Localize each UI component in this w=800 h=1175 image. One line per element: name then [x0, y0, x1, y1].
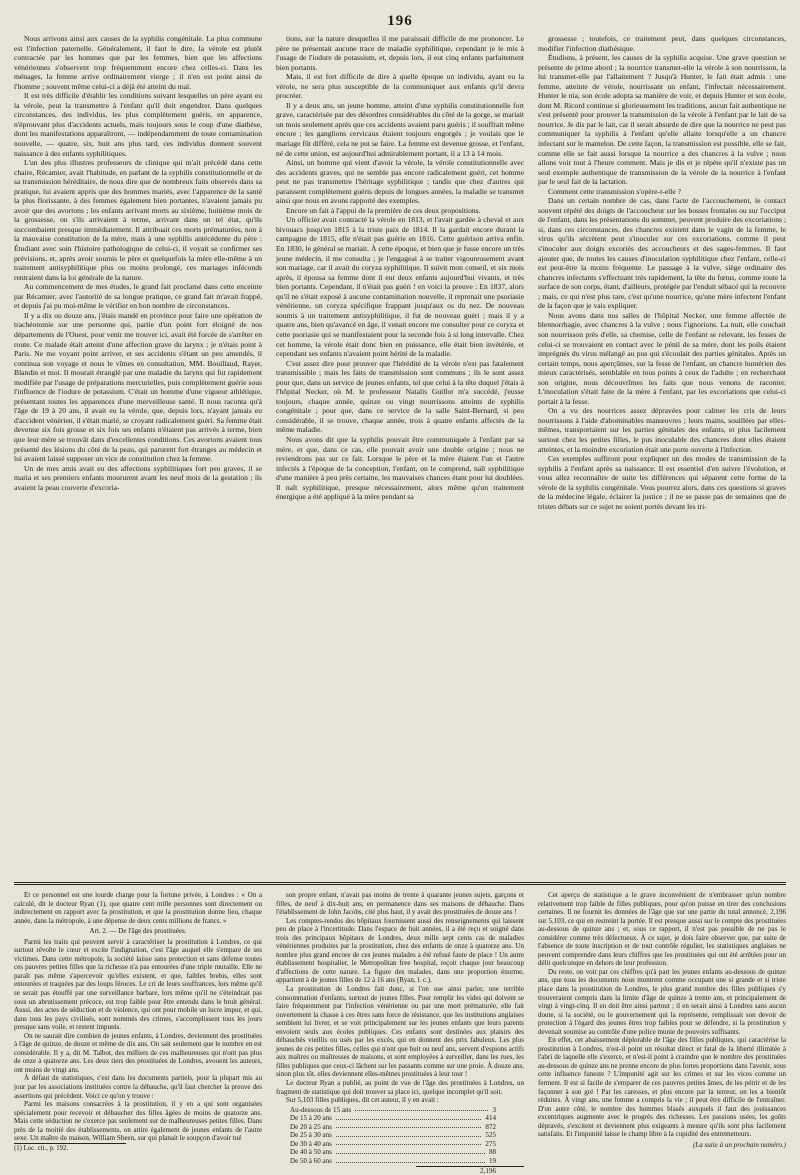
paragraph: Il y a dix ou douze ans, j'étais mandé en province pour faire une opération de trachéotomie sur une personne qui, partie d'un point fort éloigné de nos départements de l'Ouest, pour venir me trouver ici, avait été forcée de s'arrêter en route. Ce malade était atteint d'une affection grave du larynx ; je n'étais point à Paris. Ne me voyant point arriver, et ses accidents s'étant un peu amendés, il continua son voyage et nous le vîmes en consultation, MM. Bouillaud, Rayer, Blandin et moi. Il mourait étranglé par une maladie du larynx qui fut rapidement modifiée par l'usage de préparations mercurielles, puis complètement guérie sous l'influence de l'iodure de potassium. C'était un homme d'une vigueur athlétique, présentant toutes les apparences d'une merveilleuse santé. Il nous raconta qu'à l'âge de 19 à 20 ans, il avait eu la vérole, que, depuis lors, n'ayant jamais eu d'accident vénérien, il s'était marié, se croyant radicalement guéri. Sa femme était devenue six fois grosse et six fois ses enfants n'étaient pas arrivés à terme, bien que leur mère se trouvât dans d'excellentes conditions. Ces avortons avaient tous présenté des lésions du côté de la peau, qui parurent fort étranges au médecin et lui avaient laissé supposer un vice de constitution chez la femme.: [14, 311, 262, 464]
paragraph: La prostitution de Londres fait donc, si l'on ose ainsi parler, une terrible consommation d'enfants, surtout de jeunes filles. Pour remplir les vides qui doivent se faire fréquemment par l'infection vénérienne ou par une mort prématurée, elle fait ouvertement la chasse à ces êtres sans force de résistance, que les institutions anglaises semblent lui livrer, et se voit principalement sur les jeunes enfants que leurs parents envoient seuls aux écoles publiques. Ces enfants sont destinées aux plaisirs des débauchés vieillis ou usés par les excès, qui en donnent des prix fabuleux. Les plus jeunes de ces petites filles, celles qui n'ont que huit ou neuf ans, servent d'espions actifs aux maîtres ou maîtresses de maisons, et sont employées à surveiller, dans les rues, les filles publiques que ceux-ci lâchent sur les passants comme sur une proie. À douze ans, sinon plus tôt, elles deviennent elles-mêmes prostituées à leur tour !: [276, 985, 524, 1079]
count: 3: [492, 1106, 496, 1115]
paragraph: Du reste, on voit par ces chiffres qu'à part les jeunes enfants au-dessous de quinze ans, que tous les documents nous montrent comme occupant une si grande et si triste place dans la prostitution de Londres, le plus grand nombre des filles publiques s'y trouveraient compris dans la limite d'âge de quinze à trente ans, et principalement de vingt à vingt-cinq. Il en doit être ainsi partout ; il en serait ainsi à Londres sans aucun doute, si la société, ou le gouvernement qui la représente, remplissait son devoir de protection à l'égard des jeunes êtres trop faibles pour se défendre, si la prostitution y devenait soumise au contrôle d'une police munie de pouvoirs suffisants.: [538, 968, 786, 1036]
count: 19: [489, 1157, 496, 1166]
paragraph: Les comptes-rendus des hôpitaux fournissent aussi des renseignements qui laissent peu de place à l'incertitude. Dans l'espace de huit années, il a été reçu et soigné dans trois des principaux hôpitaux de Londres, deux mille sept cents cas de maladies vénériennes produites par la prostitution, chez des enfants de onze à quatorze ans. Un nombre plus grand encore de ces jeunes malades a été refusé faute de place ! Un autre établissement hospitalier, le Metropolitan free hospital, reçoit chaque jour beaucoup d'affections de cette nature. La figure des malades, dans une proportion énorme, appartient à de jeunes filles de 12 à 16 ans (Ryan, l. c.).: [276, 917, 524, 985]
paragraph: Et ce personnel est une lourde charge pour la fortune privée, à Londres : « On a calculé, dit le docteur Ryan (1), que quatre cent mille personnes sont directement ou indirectement en rapport avec la prostitution, et que la prostitution donne lieu, chaque année, dans la métropole, à une dépense de deux cents millions de francs. »: [14, 891, 262, 925]
paragraph: Dans un certain nombre de cas, dans l'acte de l'accouchement, le contact souvent répété des doigts de l'accoucheur sur les bosses frontales ou sur l'occiput de l'enfant, dans les présentations du sommet, peuvent produire des excoriations ; si, dans ces circonstances, des chancres existent dans le vagin de la femme, le virus qu'ils sécrètent peut s'inoculer sur ces excoriations, comme il peut s'inoculer aux doigts excoriés des accoucheurs et des sages-femmes. Il faut ajouter que, de toutes les causes d'inoculation syphilitique chez l'enfant, celle-ci est peut-être la moins fréquente. Le passage à la vulve, siège ordinaire des chancres infectants s'effectuant très rapidement, la tête du fœtus, comme toute la surface de son corps, étant, d'ailleurs, protégée par l'enduit sébacé qui la recouvre ; mais, ce qui n'est plus rare, c'est qu'une nourrice, qu'une mère infectent l'enfant de la façon que je vais expliquer.: [538, 196, 786, 311]
paragraph: Étudions, à présent, les causes de la syphilis acquise. Une grave question se présente de prime abord ; la nourrice transmet-elle la vérole à son nourrisson, la lui transmet-elle par l'allaitement ? Jusqu'à Hunter, le fait était admis : une femme, atteinte de vérole, nourrissant un enfant, l'infectait nécessairement. Hunter le nia, son école adopta sa manière de voir, et depuis Hunter et son école, dont M. Ricord continue si glorieusement les traditions, aucun fait authentique ne s'est présenté pour prouver la transmission de la vérole à l'enfant par le lait de sa nourrice. Je dis par le lait, car il serait absurde de dire que la nourrice ne peut pas communiquer la syphilis à l'enfant qu'elle allaite lorsqu'elle a un chancre infectant sur le mamelon. De cette façon, la transmission est possible, elle se fait, comme elle se fait aussi lorsque la nourrice a des chancres à la vulve ; nous allons voir tout à l'heure comment. Mais je dis et je répète qu'il n'existe pas un seul exemple authentique de transmission de la vérole de la nourrice à l'enfant par le seul fait de la lactation.: [538, 53, 786, 187]
statistic-row: [276, 1157, 524, 1166]
paragraph: Nous avons dans nos salles de l'hôpital Necker, une femme affectée de blennorrhagie, avec chancres à la vulve ; nous l'ignorions. La nuit, elle couchait son nourrisson près d'elle, sa chemise, celle de l'enfant se relevant, les fesses de celui-ci se trouvaient en contact avec le pénil de sa mère, dont les poils étaient imprégnés du virus mélangé au pus qui s'écoulait des parties génitales. Après un certain temps, nous aperçûmes, sur la fesse de l'enfant, un chancre huntérien des mieux caractérisés, semblable en tous points à ceux de l'adulte ; en recherchant son origine, nous découvrîmes les faits que nous venons de raconter. L'inoculation s'était faite de la mère à l'enfant, par les excoriations que celui-ci portait à la fesse.: [538, 311, 786, 406]
paragraph: tions, sur la nature desquelles il me paraissait difficile de me prononcer. Le père ne présentait aucune trace de maladie syphilitique, cependant je le mis à l'usage de l'iodure de potassium, et, depuis lors, il eut cinq enfants parfaitement bien portants.: [276, 34, 524, 72]
age-range: De 50 à 60 ans: [290, 1157, 332, 1166]
age-range: Au-dessous de 15 ans: [290, 1106, 351, 1115]
age-range: De 15 à 20 ans: [290, 1114, 332, 1123]
count: 872: [485, 1123, 496, 1132]
article-column-2: [276, 34, 524, 880]
paragraph: Sur 5,103 filles publiques, dit cet auteur, il y en avait :: [276, 1096, 524, 1105]
statistic-row: [276, 1148, 524, 1157]
paragraph: L'un des plus illustres professeurs de clinique qui m'ait précédé dans cette chaire, Récamier, avait l'habitude, en parlant de la syphilis constitutionnelle et de sa transmission héréditaire, de nous dire que de nombreux faits observés dans sa pratique, lui avaient appris que des hommes mariés, avec l'apparence de la santé la plus florissante, à des femmes également bien portantes, n'avaient jamais pu avoir que des avortons ; les enfants arrivant morts au sixième, huitième mois de la grossesse, ou s'ils arrivaient à terme, arrivant dans un tel état, qu'ils succombaient presque immédiatement. Il attribuait ces morts prématurées, non à la mauvaise constitution de la mère, mais à une syphilis antécédente du père : Étudiant avec soin l'histoire pathologique de celui-ci, il voyait se confirmer ses prévisions, et, après avoir soumis le père et quelquefois la mère elle-même à un traitement antisyphilitique plus ou moins prolongé, ces mariages inféconds rentraient dans la loi générale de la nature.: [14, 158, 262, 282]
paragraph: Parmi les traits qui peuvent servir à caractériser la prostitution à Londres, ce qui surtout révolte le cœur et excite l'indignation, c'est l'âge auquel elle s'empare de ses victimes. Dans cette métropole, la société laisse sans protection et sans défense toutes ces pauvres petites filles que la richesse n'a pas entourées d'une triple muraille. Elle ne paraît pas même s'apercevoir qu'elles existent, et que, faibles brebis, elles sont entourées et traquées par des loups féroces. Le cri de leurs souffrances, lors même qu'il se serait pas étouffé par une surveillance barbare, lors même qu'il ne s'éteindrait pas sous un abrutissement précoce, est trop faible pour être entendu dans le bruit général. Aussi, des actes de séduction et de violence, qui ont pour mobile un lucre impur, et qui, dans tous les pays civilisés, sont nommés des crimes, s'accomplissent tous les jours presque sans voile, et restent impunis.: [14, 938, 262, 1032]
section-divider: [14, 882, 786, 885]
article-column-1: [14, 34, 262, 880]
feuilleton-column-1: [14, 891, 262, 1118]
article-column-3: [538, 34, 786, 880]
paragraph: Au commencement de mes études, le grand fait proclamé dans cette enceinte par Récamier, avec l'autorité de sa longue pratique, ce grand fait m'avait frappé, et depuis j'ai pu moi-même le vérifier en bon nombre de circonstances.: [14, 282, 262, 311]
paragraph: Parmi les maisons consacrées à la prostitution, il y en a qui sont organisées spécialement pour recevoir et débaucher des filles âgées de moins de quatorze ans. Mais cette séduction ne s'exerce pas seulement sur de malheureuses petites filles. Dans près de la moitié des établissements, on attire également de jeunes enfants de l'autre sexe. Un maître de maison, William Sheen, sur qui planait le soupçon d'avoir tué: [14, 1100, 262, 1143]
paragraph: On a vu des nourrices assez dépravées pour calmer les cris de leurs nourrissons à l'aide d'abominables manœuvres ; leurs mains, souillées par elles-mêmes, transportaient sur les parties génitales des enfants, et plus facilement surtout chez les petites filles, le pus inoculable des chancres dont elles étaient atteintes, et la moindre excoriation était une porte ouverte à l'infection.: [538, 406, 786, 454]
feuilleton: [14, 891, 786, 1118]
statistic-row: [276, 1140, 524, 1149]
paragraph: Nous arrivons ainsi aux causes de la syphilis congénitale. La plus commune est l'infection paternelle. Généralement, il faut le dire, la vérole est plutôt contractée par les hommes que par les femmes, bien que les affections vénériennes s'observent trop fréquemment encore chez celles-ci. Dans les ménages, la femme arrive ordinairement vierge ; il n'en est point ainsi de l'homme ; souvent même celui-ci a déjà été atteint du mal.: [14, 34, 262, 91]
paragraph: Un de mes amis avait eu des affections syphilitiques fort peu graves, il se maria et ses premiers enfants moururent avant les neuf mois de la gestation ; ils avaient la peau couverte d'excoria-: [14, 464, 262, 493]
paragraph: Ainsi, un homme qui vient d'avoir la vérole, la vérole constitutionnelle avec des accidents graves, qui ne semble pas encore radicalement guéri, cet homme peut ne pas transmettre l'héritage syphilitique ; tandis que chez d'autres qui paraissent complètement guéris depuis de longues années, la maladie se transmet ainsi que nous en avons rapporté des exemples.: [276, 158, 524, 206]
statistic-row: [276, 1114, 524, 1123]
paragraph: Cet aperçu de statistique a le grave inconvénient de n'embrasser qu'un nombre relativement trop faible de filles publiques, pour qu'on puisse en tirer des conclusions certaines. Il ne fournit les données de l'âge que sur une partie du total annoncé, 2,196 sur 5,103, ce qui en restreint la portée. Il est presque aussi sur le compte des prostituées au-dessous de quinze ans ; et, sous ce rapport, il n'est pas possible de ne pas le considérer comme très défectueux. À ce sujet, je dois faire observer que, par suite de l'absence de toute inscription et de tout contrôle régulier, les statistiques anglaises ne peuvent comprendre dans leurs chiffres que les prostituées qui ont été arrêtées pour un délit quelconque en dehors de leur profession.: [538, 891, 786, 968]
paragraph: À défaut de statistiques, c'est dans les documents partiels, pour la plupart mis au jour par les associations instituées contre la débauche, qu'il faut chercher la preuve des assertions qui précèdent. Voici ce qu'on y trouve :: [14, 1074, 262, 1100]
footnote: (1) Loc. cit., p. 192.: [14, 1143, 126, 1154]
paragraph: En effet, cet abaissement déplorable de l'âge des filles publiques, qui caractérise la prostitution à Londres, n'est-il point un résultat direct et fatal de la liberté illimitée à l'abri de laquelle elle s'exerce, et n'est-il point à craindre que le nombre des prostituées au-dessous de quinze ans ne prenne encore de plus fortes proportions dans l'avenir, sous cette influence funeste ? L'impunité agit sur les crimes et sur les vices comme un ferment. Il est si facile de s'emparer de ces pauvres petites âmes, de les pétrir et de les façonner à son gré ! Par les caresses, et plus encore par la terreur, on les a bientôt réduites. À vingt ans, une femme a compris la vie ; il peut être difficile de l'entraîner. D'un autre côté, le nombre des hommes blasés auxquels il faut des jouissances excentriques augmente avec le progrès des richesses. Les passions usées, les goûts dépravés, s'excitent et deviennent plus exigeants à mesure qu'ils sont plus facilement satisfaits. Et l'impunité laisse le champ libre à la cupidité des entremetteurs.: [538, 1036, 786, 1139]
count: 525: [485, 1131, 496, 1140]
count: 414: [485, 1114, 496, 1123]
paragraph: Le docteur Ryan a publié, au point de vue de l'âge des prostituées à Londres, un fragment de statistique qui doit trouver sa place ici, quelque incomplet qu'il soit.: [276, 1079, 524, 1096]
age-range: De 20 à 25 ans: [290, 1123, 332, 1132]
paragraph: son propre enfant, n'avait pas moins de trente à quarante jeunes sujets, garçons et filles, de neuf à dix-huit ans, en permanence dans ses maisons de débauche. Dans l'établissement de John Jacobs, cité plus haut, il y avait des prostituées de douze ans !: [276, 891, 524, 917]
to-be-continued-note: (La suite à un prochain numéro.): [538, 1141, 786, 1150]
paragraph: Encore un fait à l'appui de la première de ces deux propositions.: [276, 206, 524, 216]
age-statistics-table: [276, 1106, 524, 1175]
page-number: 196: [14, 12, 786, 30]
paragraph: On ne saurait dire combien de jeunes enfants, à Londres, deviennent des prostituées à l'âge de quinze, de douze et même de dix ans. On sait seulement que le nombre en est considérable. Il y a, dit M. Talbot, des milliers de ces malheureuses qui n'ont pas plus de onze à quatorze ans. Les deux tiers des prostituées de Londres, avouent les auteurs, ont moins de vingt ans.: [14, 1032, 262, 1075]
paragraph: Il y a deux ans, un jeune homme, atteint d'une syphilis constitutionnelle fort grave, caractérisée par des désordres considérables du côté de la gorge, se mariait un mois seulement après que ces accidents avaient paru guéris ; il souffrait même encore ; les ganglions cervicaux étaient toujours engorgés ; je voulais que le mariage fût différé, cela ne put se faire. La femme est devenue grosse, et l'enfant, né de cette union, est aujourd'hui admirablement portant, il a 13 à 14 mois.: [276, 101, 524, 158]
statistic-total: 2,196: [416, 1166, 524, 1175]
age-range: De 40 à 50 ans: [290, 1148, 332, 1157]
statistic-row: [276, 1123, 524, 1132]
paragraph: Comment cette transmission s'opère-t-elle ?: [538, 187, 786, 197]
count: 275: [485, 1140, 496, 1149]
count: 88: [489, 1148, 496, 1157]
age-range: De 25 à 30 ans: [290, 1131, 332, 1140]
paragraph: grossesse ; toutefois, ce traitement peut, dans quelques circonstances, modifier l'infection diathésique.: [538, 34, 786, 53]
paragraph: C'est assez dire pour prouver que l'hérédité de la vérole n'est pas fatalement transmissible ; mais les faits de transmission sont communs ; ils le sont assez pour que, dans un service de jeunes enfants, tel que celui à la tête duquel j'étais à l'hôpital Necker, où M. le professeur Natalis Guillot m'a succédé, j'eusse toujours, chaque année, quinze ou vingt nourrissons atteints de syphilis congénitale ; pour que, dans ce service de la salle Saint-Bernard, si peu considérable, il se trouve, chaque année, trois à quatre enfants affectés de la même maladie.: [276, 359, 524, 435]
section-heading: Art. 2. — De l'âge des prostituées.: [14, 927, 262, 936]
paragraph: Ces exemples suffiront pour expliquer un des modes de transmission de la syphilis à l'enfant après sa naissance. Il est essentiel d'en suivre l'évolution, et vous allez reconnaître de suite les différences qui séparent cette forme de la vérole de la syphilis congénitale. Vous pourrez alors, dans ces questions si graves de la médecine légale, éclairer la justice ; il ne se passe pas de semaines que de tristes débats sur ce sujet ne soient portés devant les tri-: [538, 454, 786, 511]
age-range: De 30 à 40 ans: [290, 1140, 332, 1149]
statistic-row: [276, 1106, 524, 1115]
paragraph: Un officier avait contracté la vérole en 1813, et l'avait gardée à cheval et aux bivouacs jusqu'en 1815 à la triste paix de 1814. Il la gardait encore durant la campagne de 1815, elle n'était pas guérie en 1816. Cette guérison arriva enfin. En 1830, le général se mariait. À cette époque, et bien que je fusse encore un très jeune médecin, il me consulta ; je l'engageai à se traiter vigoureusement avant son mariage, car il avait du coryza syphilitique. Il suivit mon conseil, et six mois après, il épousa sa femme dont il eut deux enfants aujourd'hui vivants, et très bien portants. Cependant, il n'était pas guéri ! en voici la preuve : En 1837, alors qu'il ne s'était exposé à aucune contamination nouvelle, il reprenait une psoriasie vénérienne, un coryza spécifique frappant jusqu'aux os du nez. De nouveau soumis à un traitement antisyphilitique, il fut de nouveau guéri ; mais il y a quatre ans, bien qu'avancé en âge, il venait encore me consulter pour ce coryza et cette psoriasie qui se manifestaient pour la seconde fois à si long intervalle. Chez cet homme, la vérole était donc bien en puissance, elle était bien invétérée, et cependant ses enfants n'avaient point hérité de la maladie.: [276, 215, 524, 358]
paragraph: Mais, il est fort difficile de dire à quelle époque un individu, ayant eu la vérole, ne sera plus susceptible de la communiquer aux enfants qu'il devra procréer.: [276, 72, 524, 101]
feuilleton-column-2: [276, 891, 524, 1118]
statistic-row: [276, 1131, 524, 1140]
paragraph: Il est très difficile d'établir les conditions suivant lesquelles un père ayant eu la vérole, peut la transmettre à l'enfant qu'il doit engendrer. Dans quelques circonstances, des individus, les plus complètement guéris, en apparence, n'éprouvant plus d'accidents actuels, mais toujours sous le coup d'une diathèse, dont les manifestations apparaîtront, — indépendamment de toute contamination nouvelle, — quatre, six, huit ans plus tard, ces individus donnent souvent naissance à des enfants syphilitiques.: [14, 91, 262, 158]
feuilleton-column-3: [538, 891, 786, 1118]
paragraph: Nous avons dit que la syphilis pouvait être communiquée à l'enfant par sa mère, et que, dans ce cas, elle pouvait avoir une double origine ; nous ne reviendrons pas sur ce fait. Lorsque le père et la mère étaient l'un et l'autre infectés à l'époque de la conception, l'enfant, on le comprend, naît syphilitique d'une manière à peu près certaine, les mauvaises chances étant pour lui doublées. Il naît syphilitique, presque nécessairement, alors même qu'un traitement énergique a été appliqué à la mère pendant sa: [276, 435, 524, 502]
main-article: [14, 34, 786, 880]
